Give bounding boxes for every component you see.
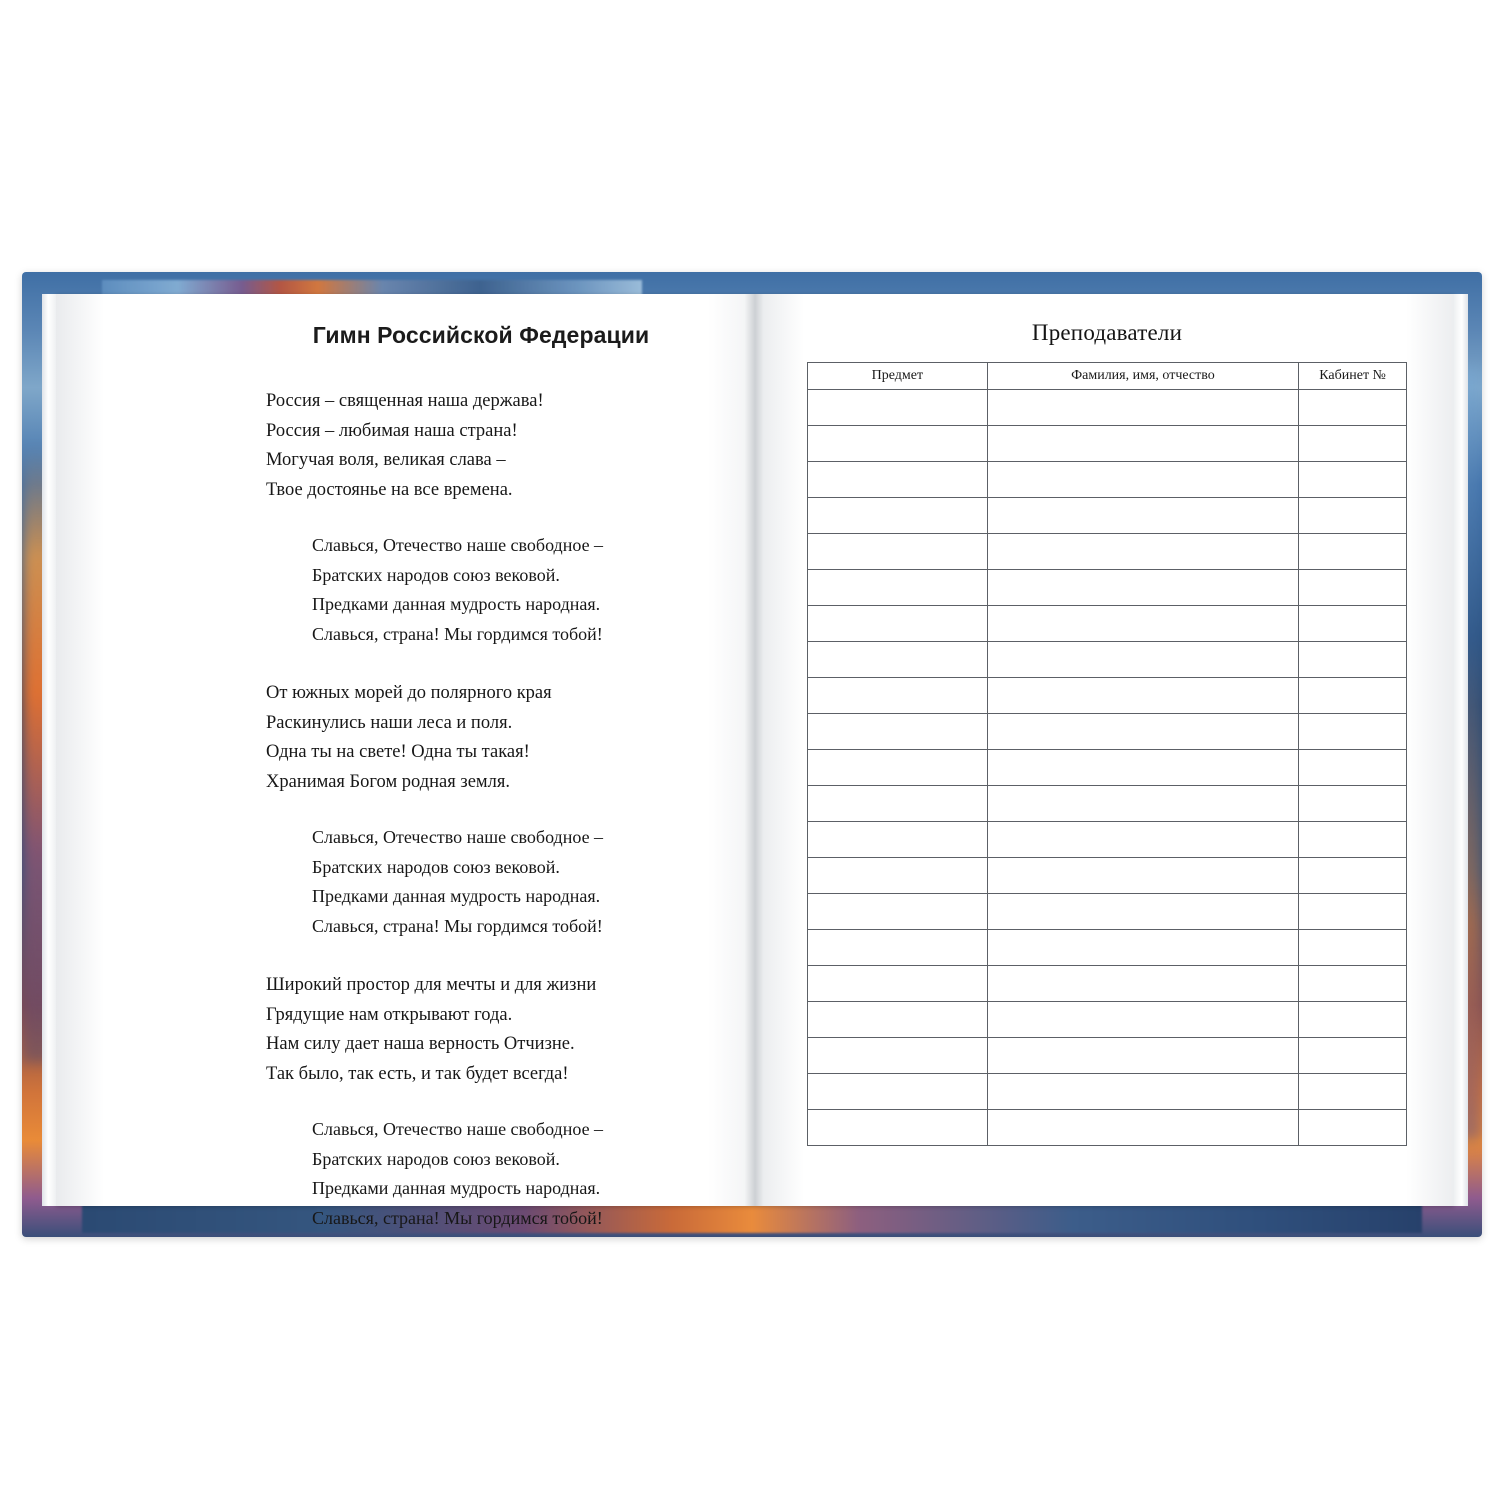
anthem-line: Так было, так есть, и так будет всегда! — [266, 1063, 569, 1084]
cell-fullname[interactable] — [987, 714, 1298, 750]
cell-subject[interactable] — [808, 822, 988, 858]
cell-fullname[interactable] — [987, 858, 1298, 894]
anthem-line: Россия – священная наша держава! — [266, 391, 544, 411]
cell-fullname[interactable] — [987, 1038, 1298, 1074]
cell-subject[interactable] — [808, 858, 988, 894]
anthem-line: Братских народов союз вековой. — [312, 856, 560, 877]
column-header-room: Кабинет № — [1299, 363, 1407, 390]
cell-fullname[interactable] — [987, 1074, 1298, 1110]
anthem-stanza-3 — [266, 971, 696, 1089]
teachers-table — [807, 362, 1407, 1146]
right-page — [755, 294, 1454, 1206]
anthem-line: Славься, Отечество наше свободное – — [312, 1119, 604, 1139]
cell-fullname[interactable] — [987, 534, 1298, 570]
cell-fullname[interactable] — [987, 606, 1298, 642]
cell-room[interactable] — [1299, 930, 1407, 966]
cell-subject[interactable] — [808, 1110, 988, 1146]
anthem-line: Россия – любимая наша страна! — [266, 420, 518, 441]
anthem-line: Братских народов союз вековой. — [312, 1148, 560, 1169]
anthem-line: Хранимая Богом родная земля. — [266, 771, 510, 792]
cell-room[interactable] — [1299, 462, 1407, 498]
cell-fullname[interactable] — [987, 966, 1298, 1002]
column-header-subject: Предмет — [808, 363, 988, 390]
cell-subject[interactable] — [808, 534, 988, 570]
cell-subject[interactable] — [808, 390, 988, 426]
anthem-line: Широкий простор для мечты и для жизни — [266, 975, 597, 995]
teachers-table-body — [808, 390, 1407, 1146]
anthem-line: Одна ты на свете! Одна ты такая! — [266, 742, 530, 762]
anthem-line: Раскинулись наши леса и поля. — [266, 712, 513, 733]
table-row — [808, 1002, 1407, 1038]
cell-fullname[interactable] — [987, 462, 1298, 498]
cell-room[interactable] — [1299, 1038, 1407, 1074]
cell-fullname[interactable] — [987, 1110, 1298, 1146]
open-book — [22, 272, 1482, 1237]
cell-fullname[interactable] — [987, 678, 1298, 714]
cell-fullname[interactable] — [987, 570, 1298, 606]
table-header-row — [808, 363, 1407, 390]
column-header-fullname: Фамилия, имя, отчество — [987, 363, 1298, 390]
cell-fullname[interactable] — [987, 822, 1298, 858]
cell-room[interactable] — [1299, 786, 1407, 822]
anthem-line: Славься, страна! Мы гордимся тобой! — [312, 623, 603, 644]
cell-fullname[interactable] — [987, 930, 1298, 966]
anthem-chorus-1 — [266, 531, 696, 649]
table-row — [808, 1110, 1407, 1146]
anthem-line: Предками данная мудрость народная. — [312, 886, 601, 906]
cell-subject[interactable] — [808, 930, 988, 966]
table-row — [808, 786, 1407, 822]
cell-subject[interactable] — [808, 426, 988, 462]
cell-subject[interactable] — [808, 750, 988, 786]
table-row — [808, 678, 1407, 714]
anthem-block — [266, 322, 696, 1263]
anthem-title: Гимн Российской Федерации — [312, 322, 650, 348]
cell-subject[interactable] — [808, 786, 988, 822]
cell-fullname[interactable] — [987, 750, 1298, 786]
cell-fullname[interactable] — [987, 642, 1298, 678]
cell-room[interactable] — [1299, 642, 1407, 678]
anthem-line: Предками данная мудрость народная. — [312, 1178, 601, 1198]
anthem-line: Грядущие нам открывают года. — [266, 1004, 513, 1025]
cell-room[interactable] — [1299, 894, 1407, 930]
table-row — [808, 858, 1407, 894]
left-page — [56, 294, 755, 1228]
anthem-chorus-2 — [266, 823, 696, 941]
cell-room[interactable] — [1299, 498, 1407, 534]
table-row — [808, 750, 1407, 786]
cell-room[interactable] — [1299, 426, 1407, 462]
cell-fullname[interactable] — [987, 1002, 1298, 1038]
anthem-line: Нам силу дает наша верность Отчизне. — [266, 1034, 575, 1054]
cell-subject[interactable] — [808, 714, 988, 750]
cell-subject[interactable] — [808, 606, 988, 642]
table-row — [808, 966, 1407, 1002]
cell-subject[interactable] — [808, 678, 988, 714]
page-block — [56, 294, 1454, 1228]
cell-fullname[interactable] — [987, 498, 1298, 534]
cell-room[interactable] — [1299, 570, 1407, 606]
anthem-line: Братских народов союз вековой. — [312, 564, 560, 585]
cell-fullname[interactable] — [987, 390, 1298, 426]
table-row — [808, 426, 1407, 462]
table-row — [808, 894, 1407, 930]
cell-fullname[interactable] — [987, 426, 1298, 462]
cell-subject[interactable] — [808, 966, 988, 1002]
cell-subject[interactable] — [808, 1002, 988, 1038]
anthem-line: Могучая воля, великая слава – — [266, 450, 506, 470]
cell-subject[interactable] — [808, 462, 988, 498]
anthem-line: От южных морей до полярного края — [266, 683, 552, 703]
cell-room[interactable] — [1299, 534, 1407, 570]
cell-subject[interactable] — [808, 498, 988, 534]
table-row — [808, 462, 1407, 498]
anthem-line: Славься, Отечество наше свободное – — [312, 535, 604, 555]
cell-room[interactable] — [1299, 606, 1407, 642]
table-row — [808, 714, 1407, 750]
anthem-line: Предками данная мудрость народная. — [312, 594, 601, 614]
cell-subject[interactable] — [808, 894, 988, 930]
anthem-stanza-2 — [266, 679, 696, 797]
cell-room[interactable] — [1299, 1002, 1407, 1038]
cell-room[interactable] — [1299, 822, 1407, 858]
cell-room[interactable] — [1299, 966, 1407, 1002]
cell-subject[interactable] — [808, 1038, 988, 1074]
anthem-line: Славься, страна! Мы гордимся тобой! — [312, 915, 603, 936]
cell-room[interactable] — [1299, 390, 1407, 426]
anthem-line: Славься, Отечество наше свободное – — [312, 827, 604, 847]
cell-room[interactable] — [1299, 858, 1407, 894]
cell-subject[interactable] — [808, 1074, 988, 1110]
page-shading-left — [56, 294, 104, 1206]
table-row — [808, 498, 1407, 534]
table-row — [808, 390, 1407, 426]
cell-subject[interactable] — [808, 570, 988, 606]
anthem-line: Твое достоянье на все времена. — [266, 479, 513, 500]
table-row — [808, 822, 1407, 858]
table-row — [808, 642, 1407, 678]
cell-subject[interactable] — [808, 642, 988, 678]
table-row — [808, 570, 1407, 606]
anthem-stanza-1 — [266, 387, 696, 505]
page-edge-left — [42, 294, 57, 1206]
teachers-block — [807, 320, 1407, 1146]
cell-room[interactable] — [1299, 1110, 1407, 1146]
table-row — [808, 606, 1407, 642]
cell-room[interactable] — [1299, 714, 1407, 750]
anthem-line: Славься, страна! Мы гордимся тобой! — [312, 1207, 603, 1228]
teachers-title: Преподаватели — [1031, 320, 1183, 345]
cell-room[interactable] — [1299, 678, 1407, 714]
anthem-chorus-3 — [266, 1115, 696, 1233]
cell-room[interactable] — [1299, 1074, 1407, 1110]
cell-fullname[interactable] — [987, 894, 1298, 930]
table-row — [808, 1074, 1407, 1110]
page-edge-right — [1453, 294, 1468, 1206]
cell-fullname[interactable] — [987, 786, 1298, 822]
table-row — [808, 534, 1407, 570]
table-row — [808, 1038, 1407, 1074]
table-row — [808, 930, 1407, 966]
page-shading-right — [1406, 294, 1454, 1206]
cell-room[interactable] — [1299, 750, 1407, 786]
